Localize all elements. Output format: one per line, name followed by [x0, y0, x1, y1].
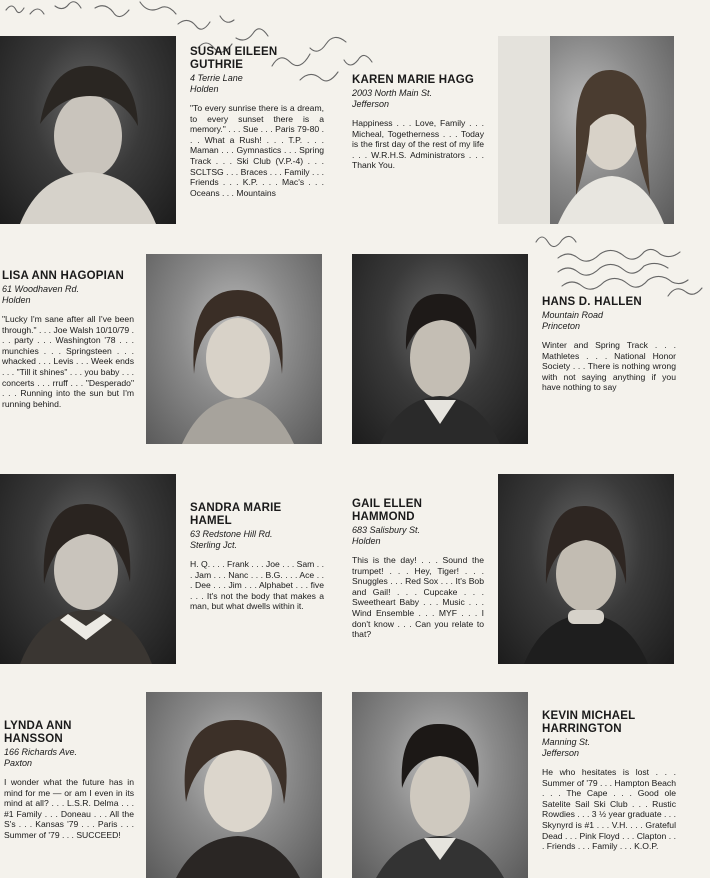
portrait-photo-hans-hallen — [352, 254, 528, 444]
student-quote: This is the day! . . . Sound the trumpet! . . . Hey, Tiger! . . . Snuggles . . . Red Sox . . . It's Bob and Gail! . . . Cupcake . . . Sweetheart Baby . . . Music . . . Wind Ensemble . . . MYF . . . I don't know . . . Can you relate to that? — [352, 555, 484, 640]
student-town: Holden — [352, 536, 381, 546]
entry-susan-guthrie — [190, 46, 324, 198]
student-name: KEVIN MICHAEL HARRINGTON — [542, 710, 636, 735]
student-town: Holden — [190, 84, 219, 94]
student-quote: I wonder what the future has in mind for me — or am I even in its mind at all? . . . L.S.R. Delma . . . #1 Family . . . Doneau . . . All the S's . . . Kansas '79 . . . Paris . . . Summer of '79 . . . SUCCEED! — [4, 777, 134, 840]
student-town: Jefferson — [352, 99, 390, 109]
student-name: SUSAN EILEEN GUTHRIE — [190, 46, 278, 71]
portrait-photo-lisa-hagopian — [146, 254, 322, 444]
student-name: KAREN MARIE HAGG — [352, 74, 475, 86]
student-name: SANDRA MARIE HAMEL — [190, 502, 282, 527]
student-town: Paxton — [4, 758, 33, 768]
portrait-photo-karen-hagg — [498, 36, 674, 224]
entry-karen-hagg — [352, 74, 484, 171]
student-name: GAIL ELLEN HAMMOND — [352, 498, 423, 523]
entry-hans-hallen — [542, 296, 676, 393]
entry-gail-hammond — [352, 498, 484, 640]
student-name: LISA ANN HAGOPIAN — [2, 270, 125, 282]
student-town: Holden — [2, 295, 31, 305]
student-town: Sterling Jct. — [190, 540, 238, 550]
portrait-photo-lynda-hansson — [146, 692, 322, 878]
student-address: Mountain Road — [542, 310, 604, 320]
student-town: Princeton — [542, 321, 581, 331]
student-town: Jefferson — [542, 748, 580, 758]
student-quote: Winter and Spring Track . . . Mathletes . . . National Honor Society . . . There is nothing wrong with not saying anything if you have nothing to say — [542, 340, 676, 393]
entry-lynda-hansson — [4, 720, 134, 841]
student-address: 63 Redstone Hill Rd. — [190, 529, 273, 539]
student-address: 683 Salisbury St. — [352, 525, 421, 535]
student-quote: "To every sunrise there is a dream, to every sunset there is a memory." . . . Sue . . . Paris 79-80 . . . What a Rush! . . . T.P. . . . Maman . . . Gymnastics . . . Spring Track . . . Ski Club (V.P.-4) . . . SCLTSG . . . Braces . . . Family . . . Friends . . . K.P. . . . Mac's . . . Oceans . . . Mountains — [190, 103, 324, 198]
entry-lisa-hagopian — [2, 270, 134, 409]
student-quote: He who hesitates is lost . . . Summer of '79 . . . Hampton Beach . . . The Cape . . . Good ole Satelite Sail Ski Club . . . Rustic Rowdies . . . 3 ½ year graduate . . . Skynyrd is #1 . . . V.H. . . . Grateful Dead . . . Pink Floyd . . . Clapton . . . Friends . . . Family . . . K.O.P. — [542, 767, 676, 852]
student-name: HANS D. HALLEN — [542, 296, 642, 308]
student-address: 166 Richards Ave. — [4, 747, 78, 757]
student-address: Manning St. — [542, 737, 591, 747]
entry-sandra-hamel — [190, 502, 324, 612]
student-address: 61 Woodhaven Rd. — [2, 284, 80, 294]
handwritten-signature-hans — [528, 228, 710, 298]
portrait-photo-gail-hammond — [498, 474, 674, 664]
student-quote: "Lucky I'm sane after all I've been through." . . . Joe Walsh 10/10/79 . . . party . . . Washington '78 . . . munchies . . . Springsteen . . . whacked . . . Levis . . . Week ends . . . "Till it shines" . . . you baby . . . concerts . . . rruff . . . "Desperado" . . . Running into the sun but I'm running behind. — [2, 314, 134, 409]
student-name: LYNDA ANN HANSSON — [4, 720, 72, 745]
entry-kevin-harrington — [542, 710, 676, 852]
portrait-photo-susan-guthrie — [0, 36, 176, 224]
student-quote: H. Q. . . . Frank . . . Joe . . . Sam . . . Jam . . . Nanc . . . B.G. . . . Ace . . . Dee . . . Jim . . . Alphabet . . . five . . . It's not the body that makes a man, but what dwells within it. — [190, 559, 324, 612]
student-address: 4 Terrie Lane — [190, 73, 243, 83]
student-address: 2003 North Main St. — [352, 88, 433, 98]
portrait-photo-sandra-hamel — [0, 474, 176, 664]
portrait-photo-kevin-harrington — [352, 692, 528, 878]
student-quote: Happiness . . . Love, Family . . . Micheal, Togetherness . . . Today is the first day of the rest of my life . . . W.R.H.S. Administrators . . . Thank You. — [352, 118, 484, 171]
